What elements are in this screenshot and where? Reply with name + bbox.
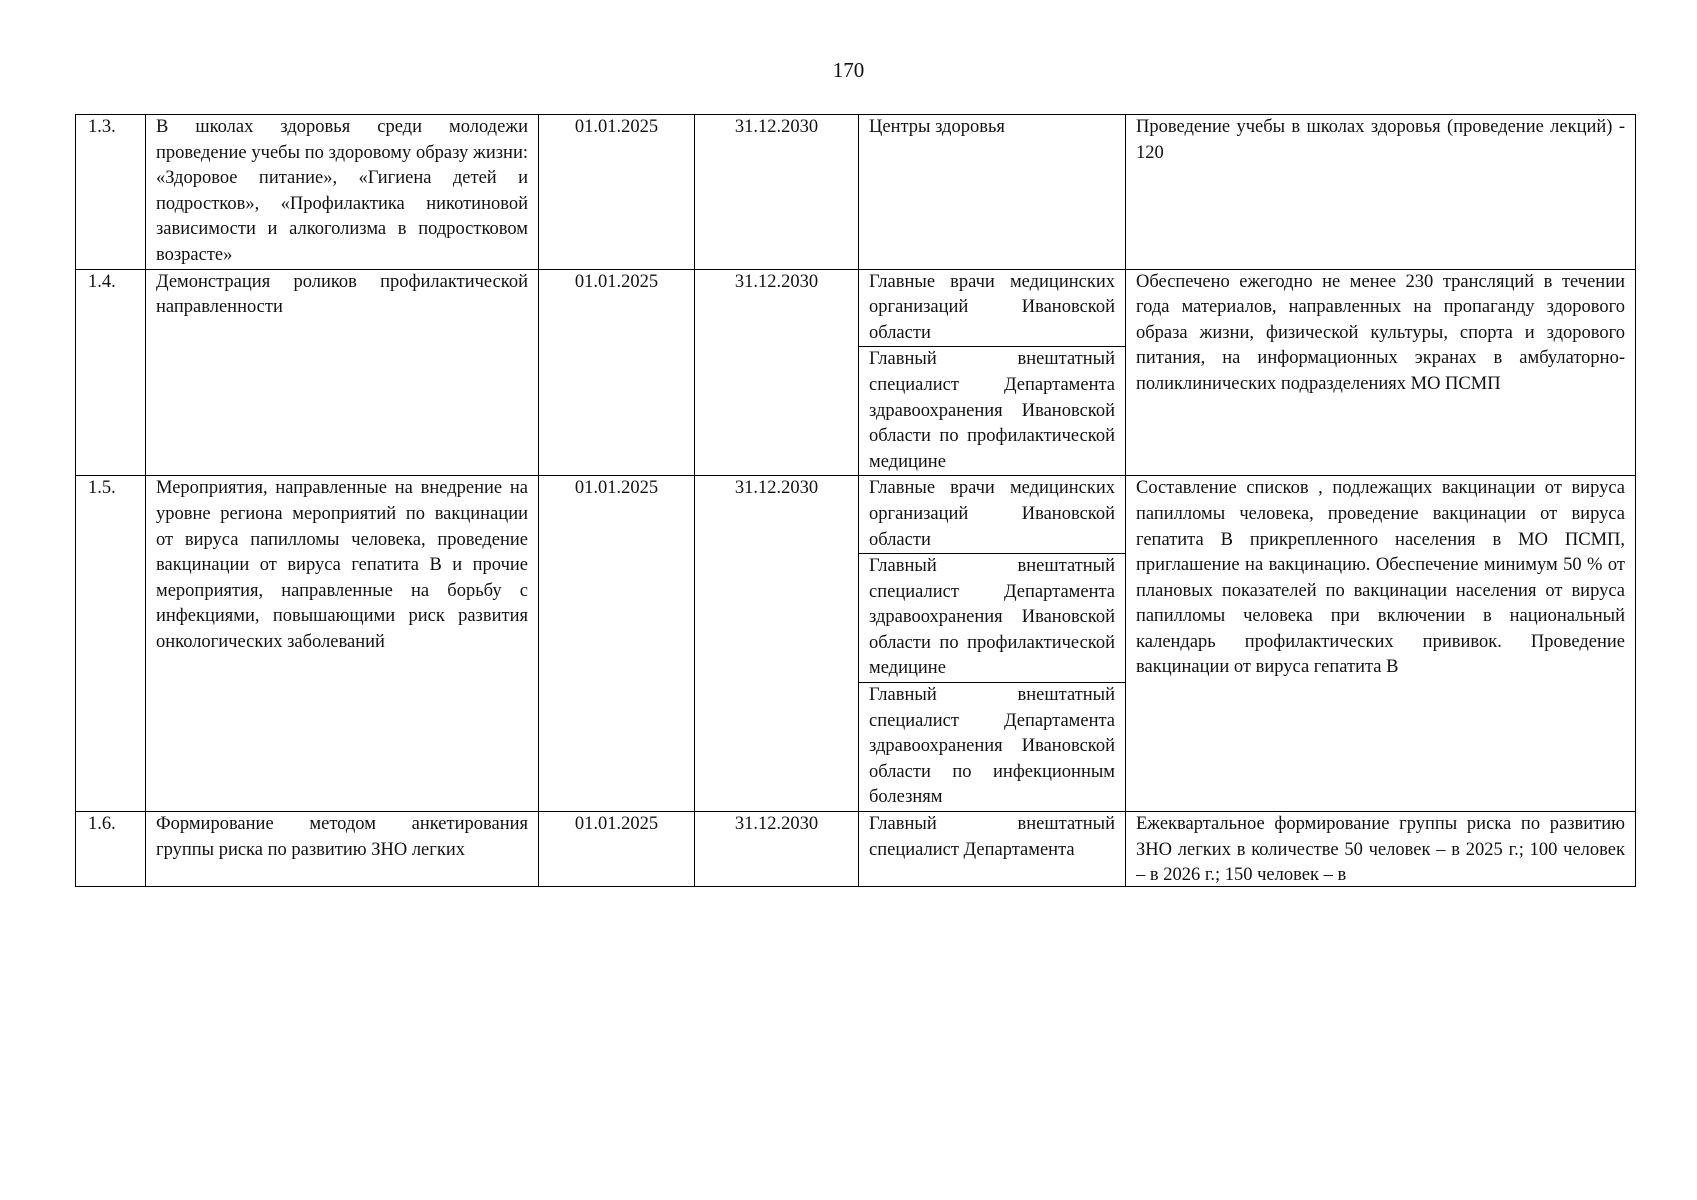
end-date-cell	[695, 812, 859, 887]
row-number: 1.5.	[76, 476, 146, 812]
start-date-cell: 01.01.2025	[539, 115, 695, 270]
end-date-cell: 31.12.2030	[695, 476, 859, 812]
row-number	[76, 812, 146, 887]
activity-cell: Демонстрация роликов профилактической направленности	[146, 269, 539, 476]
start-date-text: 01.01.2025	[574, 814, 659, 835]
result-text: Ежеквартальное формирование группы риска по развитию ЗНО легких в количестве 50 человек – в 2025 г.; 100 человек – в 2026 г.; 150 человек – в	[1136, 814, 1625, 886]
page-number: 170	[832, 58, 865, 82]
row-number: 1.4.	[76, 269, 146, 476]
activity-cell: Мероприятия, направленные на внедрение на уровне региона мероприятий по вакцинации от вируса папилломы человека, проведение вакцинации от вируса гепатита В и прочие мероприятия, направленные на борьбу с инфекциями, повышающими риск развития онкологических заболеваний	[146, 476, 539, 812]
end-date-cell: 31.12.2030	[695, 115, 859, 270]
responsible-cell	[859, 812, 1126, 887]
responsible-entry: Центры здоровья	[869, 117, 1005, 137]
row-number: 1.3.	[76, 115, 146, 270]
result-cell: Проведение учебы в школах здоровья (проведение лекций) - 120	[1126, 115, 1636, 270]
start-date-cell: 01.01.2025	[539, 269, 695, 476]
table-row	[76, 812, 1636, 887]
activity-cell: В школах здоровья среди молодежи проведение учебы по здоровому образу жизни: «Здоровое питание», «Гигиена детей и подростков», «Профилактика никотиновой зависимости и алкоголизма в подростковом возрасте»	[146, 115, 539, 270]
responsible-entry: Главные врачи медицинских организаций Ивановской области	[869, 271, 1115, 343]
result-cell: Составление списков , подлежащих вакцинации от вируса папилломы человека, проведение вакцинации от вируса гепатита В прикрепленного населения в МО ПСМП, приглашение на вакцинацию. Обеспечение минимум 50 % от плановых показателей по вакцинации населения от вируса папилломы человека при включении в национальный календарь профилактических прививок. Проведение вакцинации от вируса гепатита В	[1126, 476, 1636, 812]
responsible-cell	[859, 269, 1126, 476]
table-row	[76, 115, 1636, 270]
end-date-text: 31.12.2030	[734, 814, 819, 835]
start-date-cell: 01.01.2025	[539, 476, 695, 812]
result-cell: Обеспечено ежегодно не менее 230 трансляций в течении года материалов, направленных на пропаганду здорового образа жизни, физической культуры, спорта и здорового питания, на информационных экранах в амбулаторно-поликлинических подразделениях МО ПСМП	[1126, 269, 1636, 476]
row-number-text: 1.6.	[88, 814, 116, 835]
responsible-cell	[859, 476, 1126, 812]
responsible-entry: Главный внештатный специалист Департамента здравоохранения Ивановской области по профилактической медицине	[859, 346, 1125, 475]
start-date-cell	[539, 812, 695, 887]
responsible-cell	[859, 115, 1126, 270]
activity-cell	[146, 812, 539, 887]
responsible-entry: Главный внештатный специалист Департамента здравоохранения Ивановской области по профилактической медицине	[859, 553, 1125, 682]
plan-table	[75, 114, 1636, 887]
responsible-entry: Главный внештатный специалист Департамента здравоохранения Ивановской области по инфекционным болезням	[859, 682, 1125, 811]
table-row	[76, 269, 1636, 476]
result-cell	[1126, 812, 1636, 887]
responsible-entry: Главные врачи медицинских организаций Ивановской области	[869, 478, 1115, 550]
activity-text: Формирование методом анкетирования группы риска по развитию ЗНО легких	[156, 814, 528, 860]
table-row	[76, 476, 1636, 812]
responsible-entry: Главный внештатный специалист Департамента	[869, 814, 1115, 860]
end-date-cell: 31.12.2030	[695, 269, 859, 476]
